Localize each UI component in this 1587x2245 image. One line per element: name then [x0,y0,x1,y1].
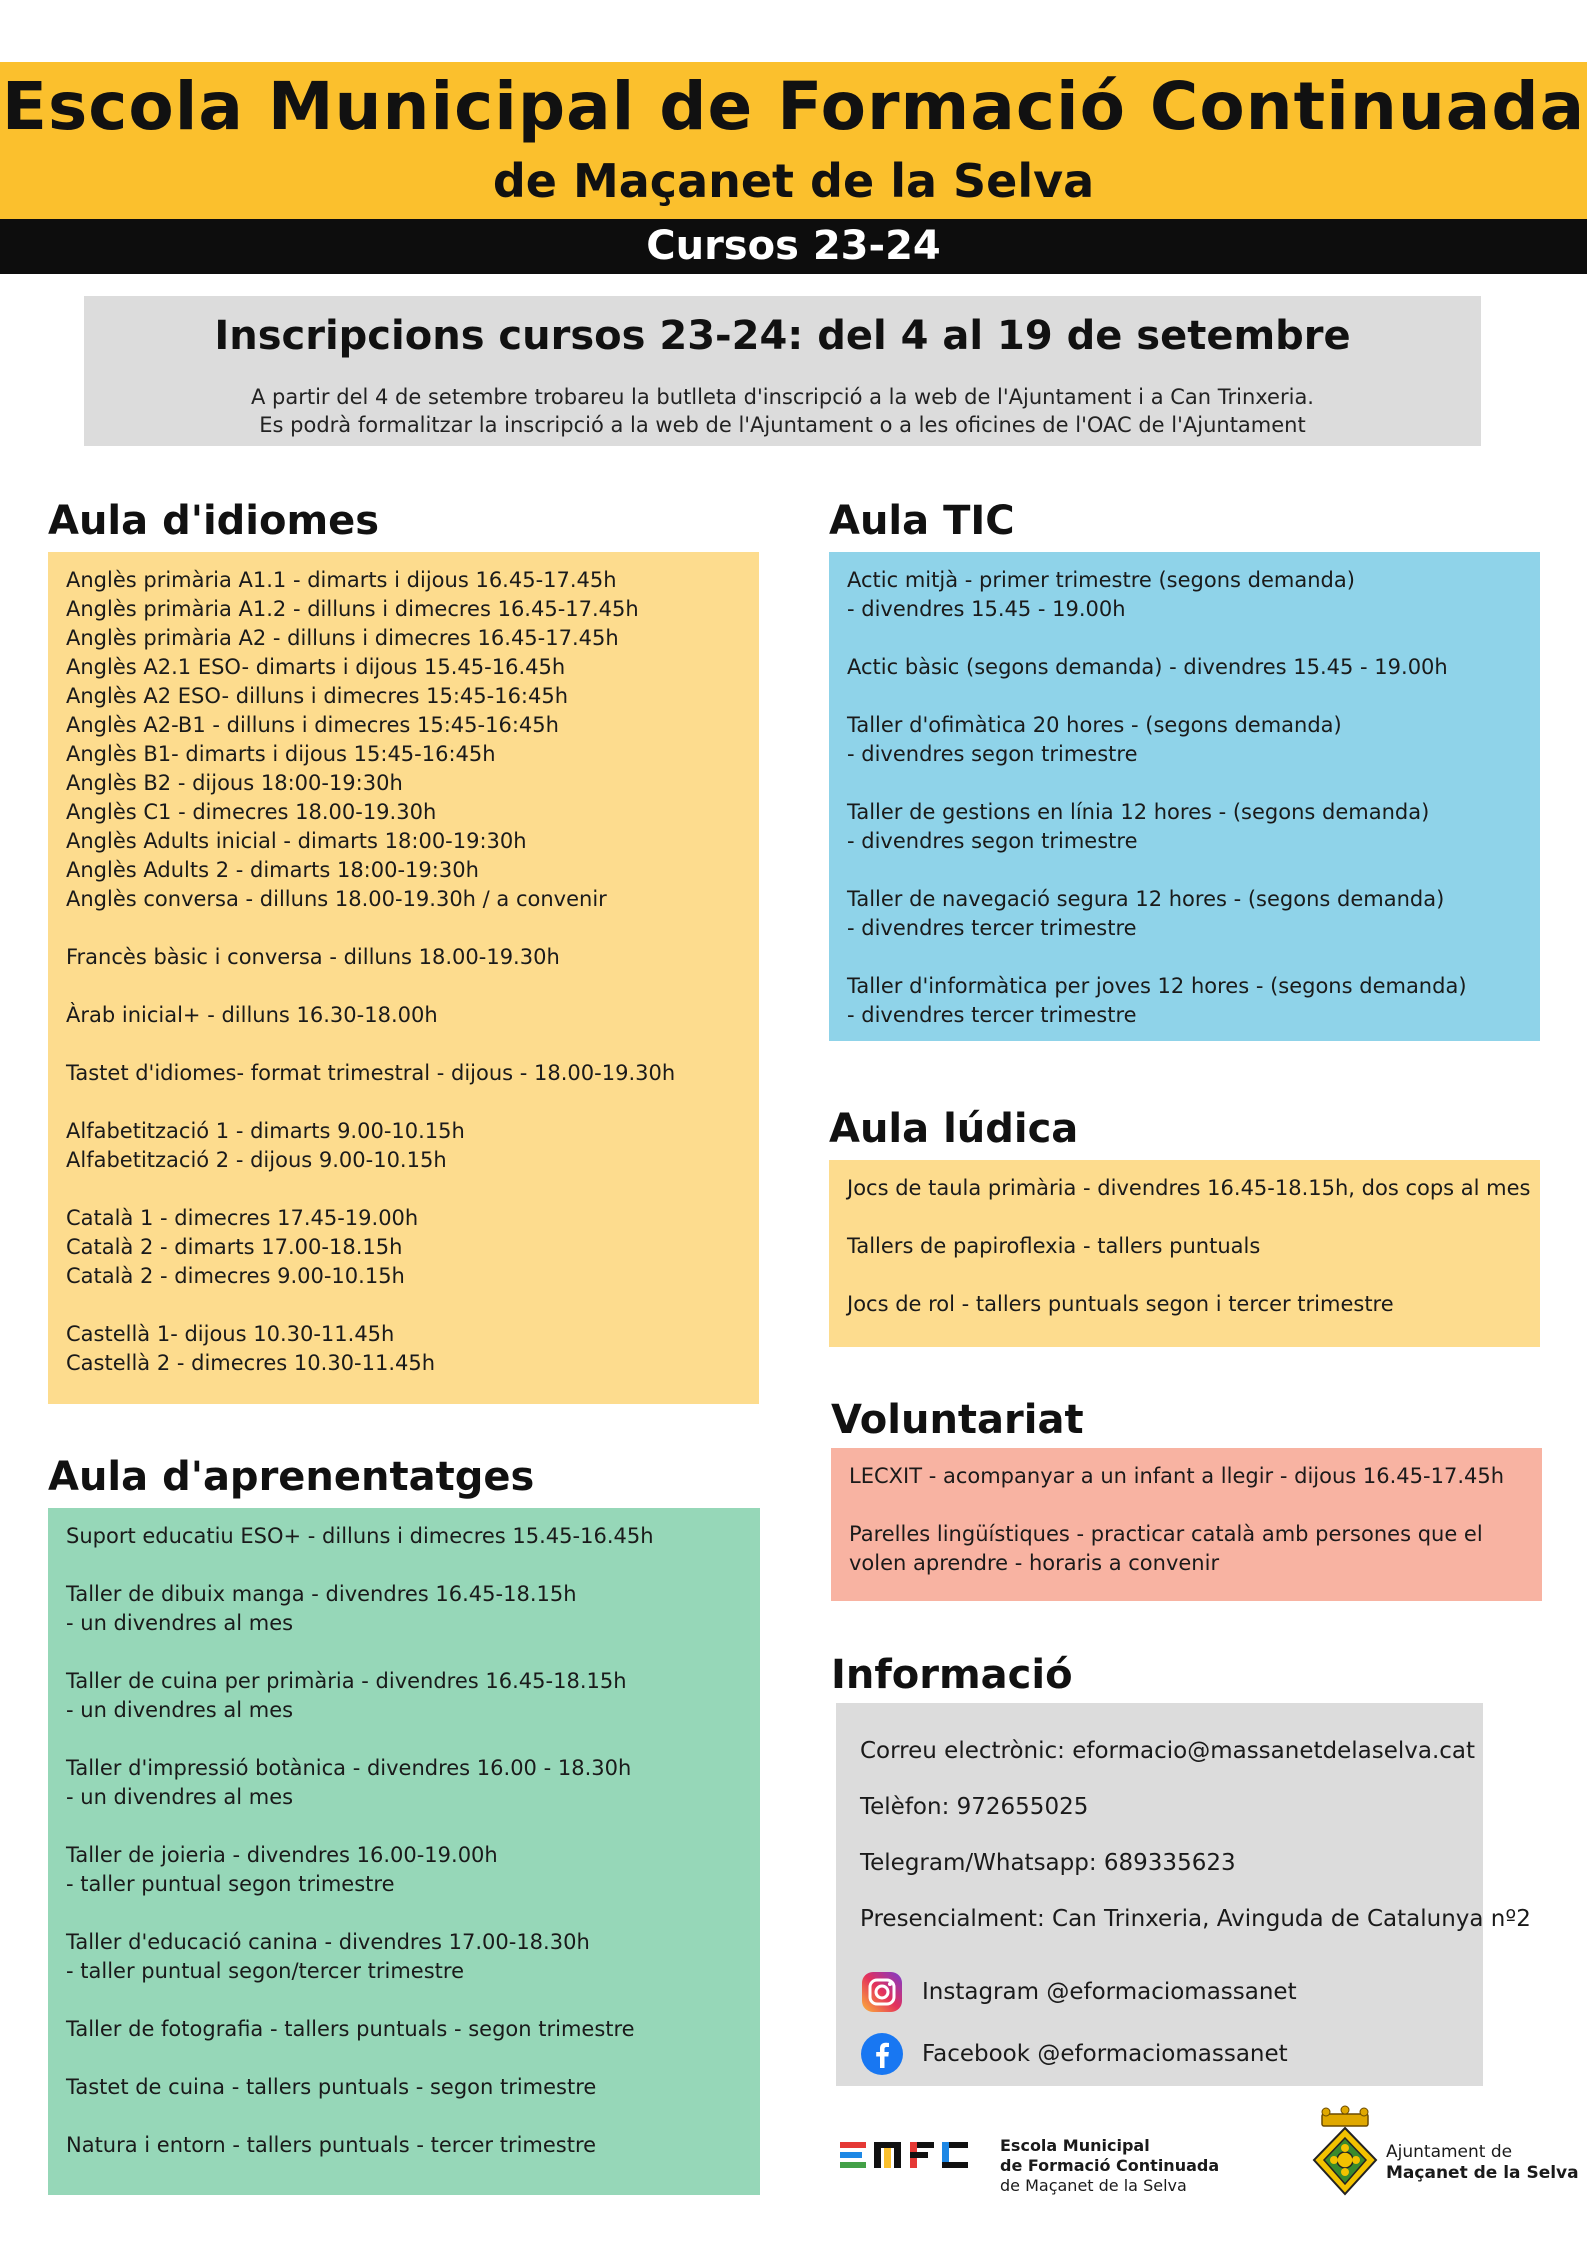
spacer [66,1725,742,1754]
course-item: Jocs de rol - tallers puntuals segon i tercer trimestre [847,1292,1394,1316]
spacer [847,1261,1522,1290]
idiomes-box [48,552,759,1404]
course-item: Català 1 - dimecres 17.45-19.00h [66,1206,419,1230]
page-subtitle-location: de Maçanet de la Selva [492,154,1095,208]
course-item: - divendres 15.45 - 19.00h [847,597,1126,621]
course-item: - un divendres al mes [66,1698,294,1722]
course-item: Àrab inicial+ - dilluns 16.30-18.00h [66,1003,438,1027]
spacer [66,914,741,943]
spacer [847,856,1522,885]
spacer [847,682,1522,711]
course-item: Natura i entorn - tallers puntuals - tercer trimestre [66,2133,597,2157]
course-item: Alfabetització 2 - dijous 9.00-10.15h [66,1148,447,1172]
spacer [66,1986,742,2015]
spacer [66,1030,741,1059]
course-item: Taller de fotografia - tallers puntuals - segon trimestre [66,2017,635,2041]
facebook-icon [860,2032,904,2076]
spacer [847,624,1522,653]
course-item: Taller de navegació segura 12 hores - (segons demanda) [847,887,1445,911]
spacer [847,943,1522,972]
section-heading-voluntariat: Voluntariat [831,1397,1084,1443]
emfc-name [1000,2136,1250,2196]
course-item: Anglès Adults 2 - dimarts 18:00-19:30h [66,858,479,882]
town-hall-line-2: Maçanet de la Selva [1386,2163,1579,2183]
info-telegram[interactable]: Telegram/Whatsapp: 689335623 [860,1850,1236,1876]
emfc-name-line-1: Escola Municipal [1000,2136,1150,2155]
section-heading-ludica: Aula lúdica [829,1106,1079,1152]
spacer [847,1203,1522,1232]
facebook-handle: Facebook @eformaciomassanet [922,2041,1288,2067]
course-item: Taller de cuina per primària - divendres 16.45-18.15h [66,1669,627,1693]
course-item: Taller de joieria - divendres 16.00-19.00h [66,1843,498,1867]
instagram-handle: Instagram @eformaciomassanet [922,1979,1297,2005]
courses-label: Cursos 23-24 [646,223,941,269]
course-item: Taller de gestions en línia 12 hores - (segons demanda) [847,800,1430,824]
course-item: Anglès C1 - dimecres 18.00-19.30h [66,800,437,824]
info-box [836,1703,1531,2086]
course-item: - un divendres al mes [66,1785,294,1809]
town-hall-line-1: Ajuntament de [1386,2142,1513,2162]
course-item: Anglès B2 - dijous 18:00-19:30h [66,771,403,795]
course-item: Taller d'ofimàtica 20 hores - (segons demanda) [847,713,1342,737]
voluntariat-box [831,1448,1542,1601]
spacer [66,1088,741,1117]
info-email[interactable]: Correu electrònic: eformacio@massanetdelaselva.cat [860,1738,1476,1764]
emfc-name-line-2: de Formació Continuada [1000,2156,1220,2175]
registration-title: Inscripcions cursos 23-24: del 4 al 19 de setembre [214,313,1351,359]
course-item: Castellà 2 - dimecres 10.30-11.45h [66,1351,436,1375]
course-item: Taller d'educació canina - divendres 17.00-18.30h [66,1930,590,1954]
course-item: Taller d'impressió botànica - divendres 16.00 - 18.30h [66,1756,632,1780]
course-item: - divendres segon trimestre [847,829,1138,853]
course-item: Català 2 - dimecres 9.00-10.15h [66,1264,405,1288]
course-item: - taller puntual segon/tercer trimestre [66,1959,464,1983]
ludica-box [829,1160,1540,1347]
spacer [66,1291,741,1320]
course-item: Tallers de papiroflexia - tallers puntuals [847,1234,1261,1258]
course-item: Alfabetització 1 - dimarts 9.00-10.15h [66,1119,465,1143]
course-item: Actic mitjà - primer trimestre (segons demanda) [847,568,1355,592]
course-item: Tastet d'idiomes- format trimestral - dijous - 18.00-19.30h [66,1061,676,1085]
info-address: Presencialment: Can Trinxeria, Avinguda de Catalunya nº2 [860,1906,1531,1932]
spacer [66,1638,742,1667]
course-item: Anglès primària A2 - dilluns i dimecres 16.45-17.45h [66,626,619,650]
spacer [849,1491,1524,1520]
spacer [847,769,1522,798]
course-item: Anglès primària A1.1 - dimarts i dijous 16.45-17.45h [66,568,617,592]
town-shield-logo [1312,2104,1378,2196]
course-item: Actic bàsic (segons demanda) - divendres 15.45 - 19.00h [847,655,1448,679]
registration-line-1: A partir del 4 de setembre trobareu la butlleta d'inscripció a la web de l'Ajuntament i a Can Trinxeria. [250,385,1314,409]
spacer [66,1812,742,1841]
course-item: Tastet de cuina - tallers puntuals - segon trimestre [66,2075,597,2099]
volunteer-item: LECXIT - acompanyar a un infant a llegir - dijous 16.45-17.45h [849,1464,1505,1488]
course-item: - divendres tercer trimestre [847,1003,1137,1027]
course-item: Anglès A2-B1 - dilluns i dimecres 15:45-16:45h [66,713,559,737]
course-item: Anglès B1- dimarts i dijous 15:45-16:45h [66,742,496,766]
spacer [66,2102,742,2131]
course-item: - divendres segon trimestre [847,742,1138,766]
instagram-link[interactable] [860,1961,1459,2023]
course-item: Anglès A2 ESO- dilluns i dimecres 15:45-16:45h [66,684,569,708]
course-item: Suport educatiu ESO+ - dilluns i dimecres 15.45-16.45h [66,1524,654,1548]
course-item: Català 2 - dimarts 17.00-18.15h [66,1235,403,1259]
spacer [66,1175,741,1204]
section-heading-tic: Aula TIC [829,498,1015,544]
instagram-icon [860,1970,904,2014]
section-heading-idiomes: Aula d'idiomes [48,498,380,544]
course-item: Taller de dibuix manga - divendres 16.45-18.15h [66,1582,577,1606]
course-item: Anglès primària A1.2 - dilluns i dimecres 16.45-17.45h [66,597,639,621]
course-item: Jocs de taula primària - divendres 16.45-18.15h, dos cops al mes [847,1176,1531,1200]
section-heading-informacio: Informació [831,1652,1073,1698]
tic-box [829,552,1540,1041]
course-item: Castellà 1- dijous 10.30-11.45h [66,1322,395,1346]
page-title: Escola Municipal de Formació Continuada [1,68,1586,145]
course-item: Anglès A2.1 ESO- dimarts i dijous 15.45-16.45h [66,655,566,679]
info-phone[interactable]: Telèfon: 972655025 [860,1794,1089,1820]
emfc-logo [838,2130,988,2180]
course-item: - taller puntual segon trimestre [66,1872,395,1896]
town-hall-name [1386,2142,1586,2184]
section-heading-aprenentatges: Aula d'aprenentatges [48,1454,535,1500]
aprenentatges-box [48,1508,760,2195]
emfc-name-line-3: de Maçanet de la Selva [1000,2176,1187,2195]
course-item: Taller d'informàtica per joves 12 hores - (segons demanda) [847,974,1467,998]
course-item: Anglès Adults inicial - dimarts 18:00-19:30h [66,829,527,853]
spacer [66,2044,742,2073]
facebook-link[interactable] [860,2023,1459,2085]
course-item: Anglès conversa - dilluns 18.00-19.30h / a convenir [66,887,607,911]
volunteer-item: Parelles lingüístiques - practicar català amb persones que el volen aprendre - horaris a convenir [849,1522,1483,1575]
course-item: - divendres tercer trimestre [847,916,1137,940]
course-item: - un divendres al mes [66,1611,294,1635]
spacer [66,1899,742,1928]
spacer [66,1551,742,1580]
course-item: Francès bàsic i conversa - dilluns 18.00-19.30h [66,945,560,969]
registration-line-2: Es podrà formalitzar la inscripció a la web de l'Ajuntament o a les oficines de l'OAC de l'Ajuntament [259,413,1306,437]
spacer [66,972,741,1001]
